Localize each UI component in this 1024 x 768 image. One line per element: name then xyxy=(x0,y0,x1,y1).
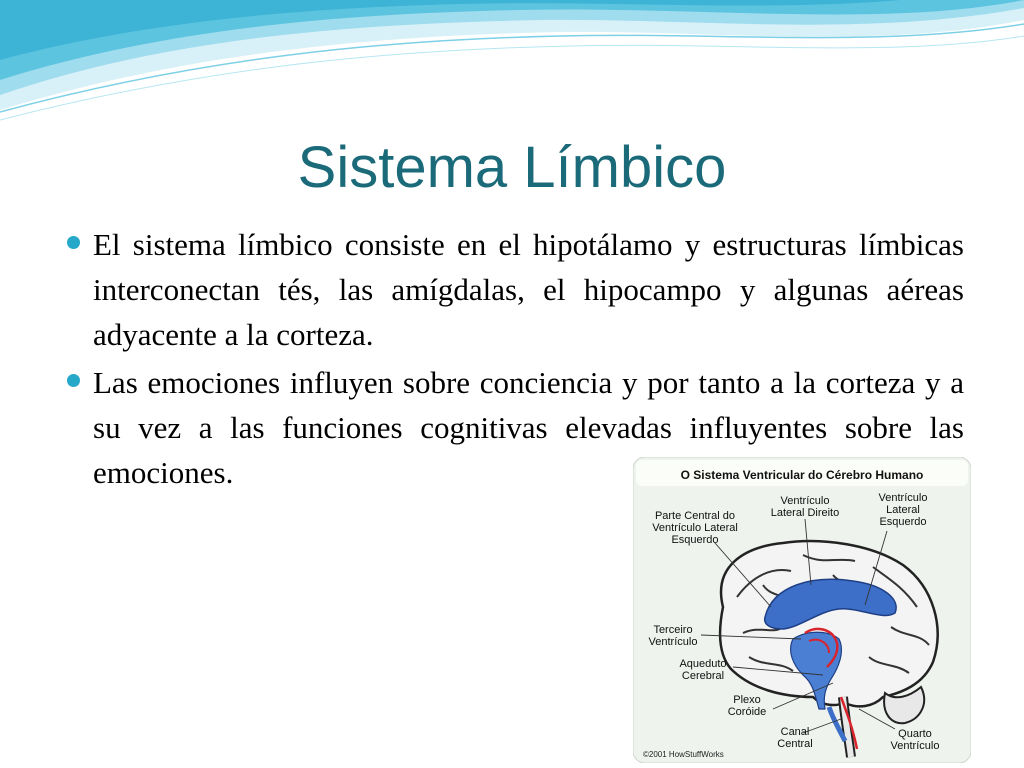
label-aqueduto-2: Cerebral xyxy=(681,670,725,682)
label-aqueduto-1: Aqueduto xyxy=(679,658,727,670)
slide-title: Sistema Límbico xyxy=(297,135,727,200)
label-quarto-2: Ventrículo xyxy=(890,740,940,752)
bullet-text: El sistema límbico consiste en el hipotálamo y estructuras límbicas interconectan tés, las amígdalas, el hipocampo y algunas aéreas adyacente a la corteza. xyxy=(93,227,964,352)
label-parte-central-1: Parte Central do xyxy=(654,510,736,522)
label-lateral-esquerdo-2: Lateral xyxy=(886,504,920,516)
label-lateral-esquerdo-3: Esquerdo xyxy=(879,516,927,528)
label-lateral-direito-2: Lateral Direito xyxy=(770,507,840,519)
bullet-text: Las emociones influyen sobre conciencia y por tanto a la corteza y a su vez a las funciones cognitivas elevadas influyentes sobre las emociones. xyxy=(93,365,964,490)
brain-ventricle-figure xyxy=(633,457,971,763)
label-terceiro-1: Terceiro xyxy=(653,624,693,636)
bullet-item xyxy=(60,222,964,357)
label-canal-2: Central xyxy=(777,738,813,750)
bullet-dot-icon xyxy=(67,374,80,387)
label-lateral-direito-1: Ventrículo xyxy=(780,495,830,507)
bullet-dot-icon xyxy=(67,236,80,249)
label-terceiro-2: Ventrículo xyxy=(648,636,698,648)
figure-copyright: ©2001 HowStuffWorks xyxy=(643,750,724,759)
label-parte-central-3: Esquerdo xyxy=(671,534,719,546)
figure-heading: O Sistema Ventricular do Cérebro Humano xyxy=(680,468,924,482)
label-quarto-1: Quarto xyxy=(898,728,932,740)
header-wave-decoration xyxy=(0,0,1024,130)
label-lateral-esquerdo-1: Ventrículo xyxy=(878,492,928,504)
label-plexo-1: Plexo xyxy=(733,694,761,706)
label-plexo-2: Coróide xyxy=(727,706,767,718)
label-canal-1: Canal xyxy=(780,726,810,738)
label-parte-central-2: Ventrículo Lateral xyxy=(652,522,738,534)
